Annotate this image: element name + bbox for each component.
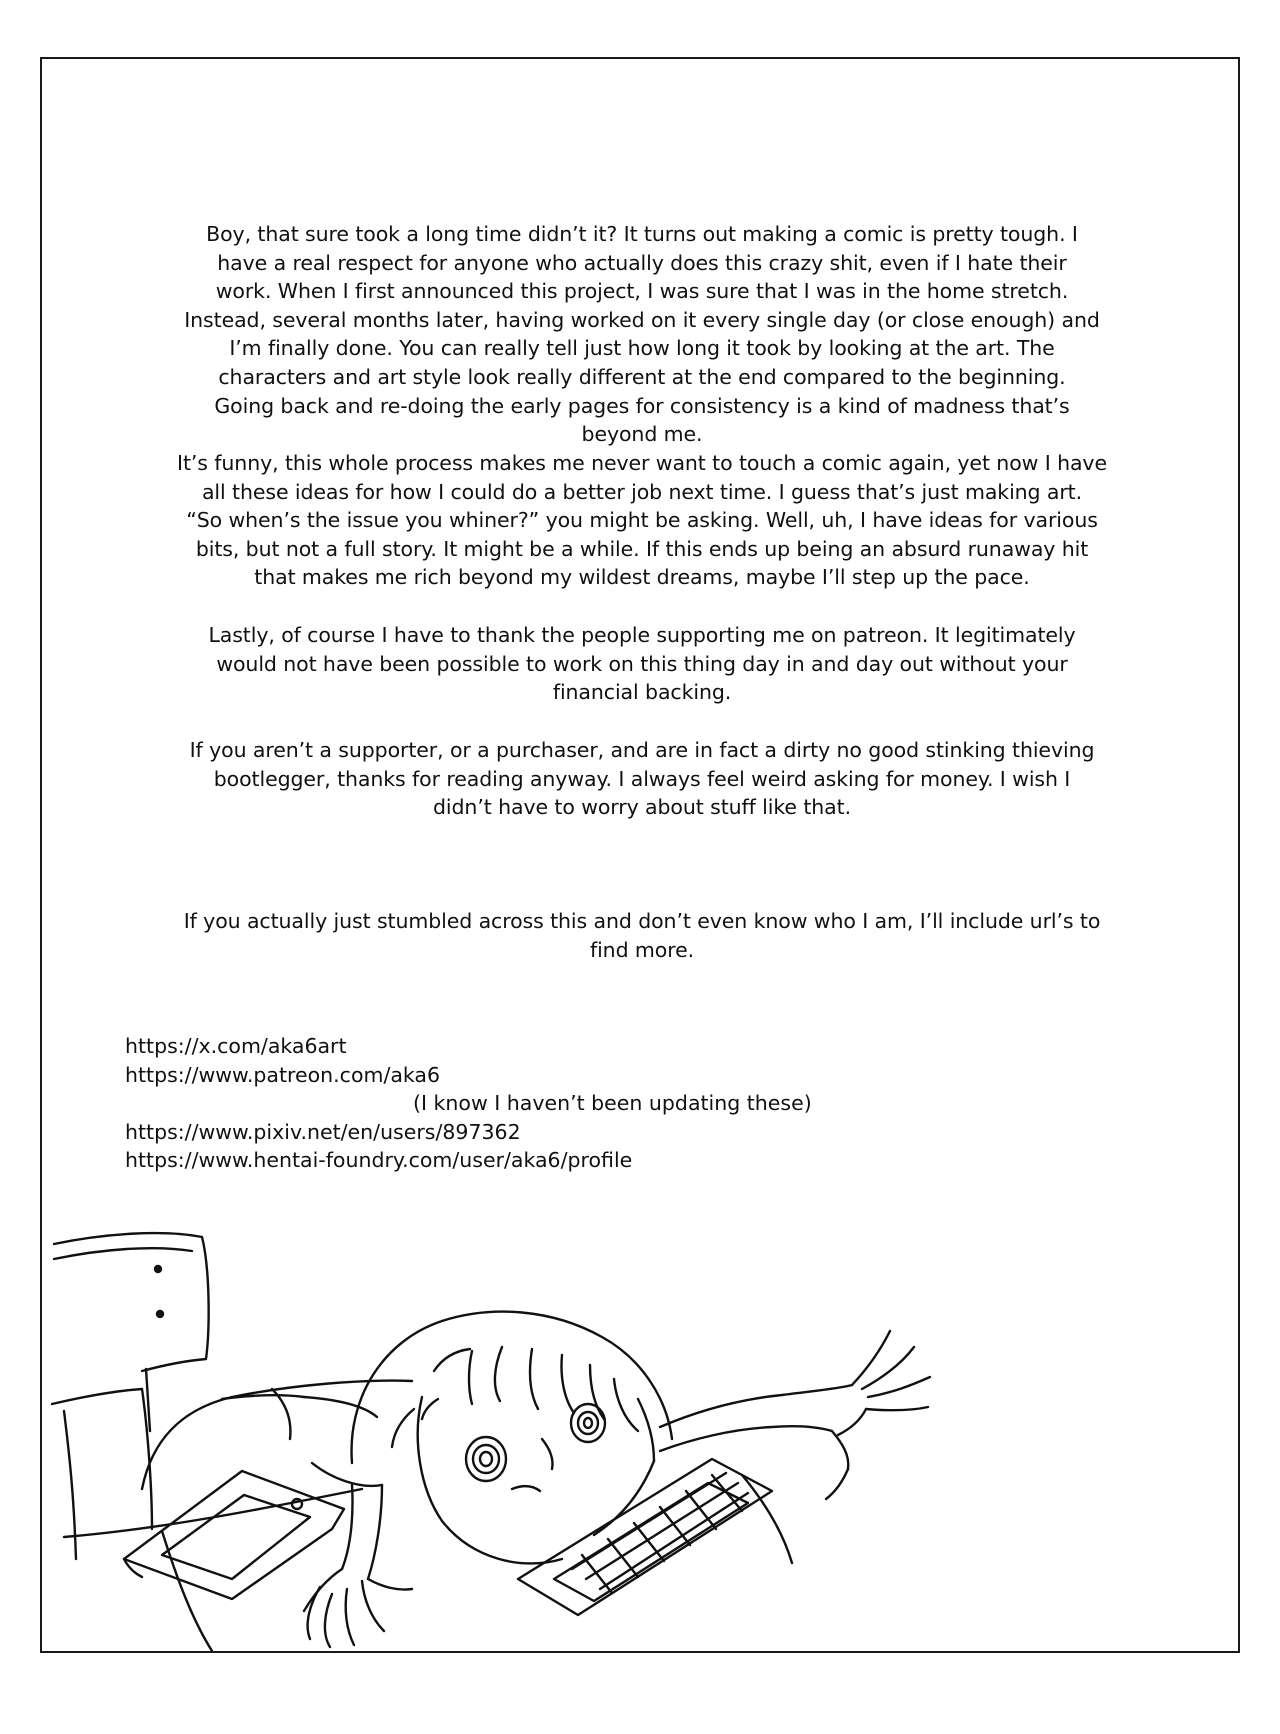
text-line: I’m finally done. You can really tell just how long it took by looking at the art. The <box>229 336 1055 361</box>
right-hand <box>826 1331 930 1499</box>
patreon-link[interactable]: https://www.patreon.com/aka6 <box>125 1062 441 1087</box>
artist-body <box>142 1381 412 1579</box>
artist-head <box>352 1312 672 1564</box>
right-arm <box>660 1385 852 1451</box>
text-line: Going back and re-doing the early pages for consistency is a kind of madness that’s <box>214 393 1070 418</box>
swirl-eyes <box>466 1404 605 1491</box>
text-line: have a real respect for anyone who actually does this crazy shit, even if I hate their <box>217 250 1067 275</box>
text-line: Boy, that sure took a long time didn’t it? It turns out making a comic is pretty tough. I <box>206 222 1078 246</box>
text-line: If you aren’t a supporter, or a purchaser, and are in fact a dirty no good stinking thieving <box>189 738 1095 762</box>
left-hand <box>304 1569 412 1647</box>
keyboard <box>518 1459 792 1615</box>
text-line: find more. <box>589 937 695 962</box>
text-line: characters and art style look really different at the end compared to the beginning. <box>218 364 1066 389</box>
text-line: beyond me. <box>581 422 703 447</box>
x-link[interactable]: https://x.com/aka6art <box>125 1034 347 1058</box>
desk <box>64 1489 362 1651</box>
text-line: Lastly, of course I have to thank the people supporting me on patreon. It legitimately <box>208 623 1076 647</box>
text-line: didn’t have to worry about stuff like that. <box>433 795 851 820</box>
hentai-foundry-link[interactable]: https://www.hentai-foundry.com/user/aka6/profile <box>125 1148 633 1173</box>
text-line: If you actually just stumbled across this and don’t even know who I am, I’ll include url’s to <box>183 909 1101 933</box>
text-line: financial backing. <box>552 680 732 705</box>
text-line: all these ideas for how I could do a better job next time. I guess that’s just making art. <box>201 479 1083 504</box>
text-line: bootlegger, thanks for reading anyway. I always feel weird asking for money. I wish I <box>213 766 1071 791</box>
drawing-tablet <box>124 1471 344 1599</box>
text-line: Instead, several months later, having worked on it every single day (or close enough) and <box>184 307 1100 332</box>
pixiv-link[interactable]: https://www.pixiv.net/en/users/897362 <box>125 1119 521 1144</box>
text-line: work. When I first announced this project, I was sure that I was in the home stretch. <box>215 279 1069 304</box>
text-line: would not have been possible to work on this thing day in and day out without your <box>216 651 1068 676</box>
links-note: (I know I haven’t been updating these) <box>413 1091 812 1116</box>
text-line: “So when’s the issue you whiner?” you might be asking. Well, uh, I have ideas for various <box>186 508 1098 533</box>
chair-back <box>52 1233 209 1559</box>
text-line: It’s funny, this whole process makes me never want to touch a comic again, yet now I have <box>177 451 1107 475</box>
text-line: bits, but not a full story. It might be a while. If this ends up being an absurd runaway hit <box>195 536 1089 561</box>
text-line: that makes me rich beyond my wildest dreams, maybe I’ll step up the pace. <box>254 565 1030 590</box>
comic-page-frame <box>40 57 1240 1653</box>
exhausted-artist-illustration <box>42 59 1238 1651</box>
